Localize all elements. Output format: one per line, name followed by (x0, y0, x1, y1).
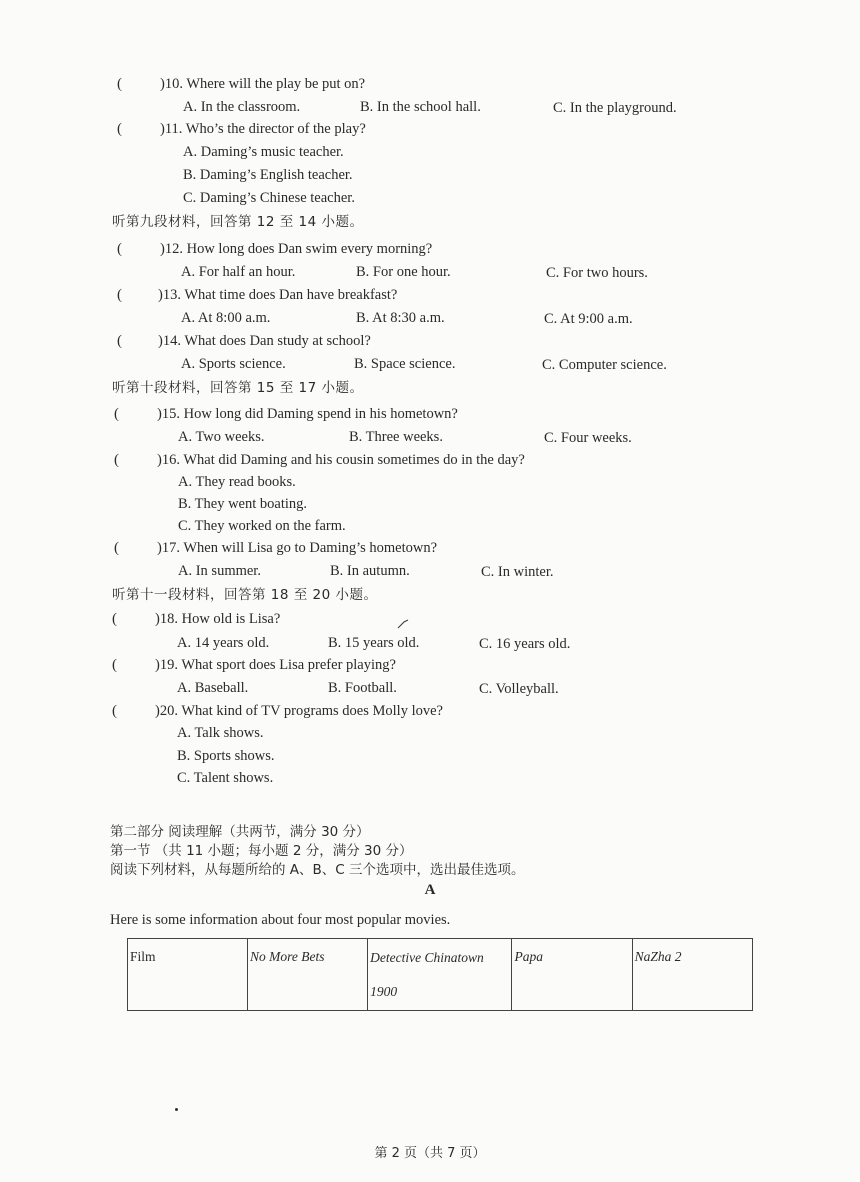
q20-option-b: B. Sports shows. (177, 748, 275, 764)
answer-paren: ( (117, 287, 122, 303)
question-16: )16. What did Daming and his cousin sometimes do in the day? (157, 452, 525, 468)
q15-option-c: C. Four weeks. (544, 430, 632, 446)
question-17: )17. When will Lisa go to Daming’s hometown? (157, 540, 438, 556)
stray-dot (175, 1108, 178, 1111)
question-19: )19. What sport does Lisa prefer playing? (155, 657, 396, 673)
answer-paren: ( (114, 406, 119, 422)
passage-intro: Here is some information about four most popular movies. (110, 912, 451, 928)
answer-paren: ( (112, 703, 117, 719)
question-18: )18. How old is Lisa? (155, 611, 281, 627)
q19-option-a: A. Baseball. (177, 680, 249, 696)
q20-option-c: C. Talent shows. (177, 770, 274, 786)
q18-option-a: A. 14 years old. (177, 635, 270, 651)
q17-option-a: A. In summer. (178, 563, 261, 579)
section-title: 第一节 （共 11 小题；每小题 2 分，满分 30 分） (110, 843, 413, 859)
q20-option-a: A. Talk shows. (177, 725, 264, 741)
q18-option-b: B. 15 years old. (328, 635, 420, 651)
q11-option-a: A. Daming’s music teacher. (183, 144, 344, 160)
q15-option-a: A. Two weeks. (178, 429, 265, 445)
answer-paren: ( (117, 241, 122, 257)
q10-option-b: B. In the school hall. (360, 99, 481, 115)
answer-paren: ( (112, 611, 117, 627)
q15-option-b: B. Three weeks. (349, 429, 443, 445)
question-20: )20. What kind of TV programs does Molly love? (155, 703, 443, 719)
answer-paren: ( (114, 540, 119, 556)
q19-option-b: B. Football. (328, 680, 397, 696)
answer-paren: ( (112, 657, 117, 673)
movie-table (127, 938, 753, 1011)
pen-mark-icon (396, 618, 410, 630)
q12-option-a: A. For half an hour. (181, 264, 296, 280)
part-title: 第二部分 阅读理解（共两节，满分 30 分） (110, 824, 370, 840)
q10-option-a: A. In the classroom. (183, 99, 301, 115)
film-cell: Papa (512, 939, 632, 1011)
q13-option-a: A. At 8:00 a.m. (181, 310, 271, 326)
q16-option-c: C. They worked on the farm. (178, 518, 346, 534)
q19-option-c: C. Volleyball. (479, 681, 559, 697)
q12-option-c: C. For two hours. (546, 265, 648, 281)
film-cell: Detective Chinatown 1900 (368, 939, 512, 1011)
answer-paren: ( (114, 452, 119, 468)
q11-option-c: C. Daming’s Chinese teacher. (183, 190, 355, 206)
table-header-film: Film (128, 939, 248, 1011)
q18-option-c: C. 16 years old. (479, 636, 571, 652)
q17-option-b: B. In autumn. (330, 563, 410, 579)
question-11: )11. Who’s the director of the play? (160, 121, 366, 137)
section-header-9: 听第九段材料，回答第 12 至 14 小题。 (112, 214, 364, 230)
q13-option-b: B. At 8:30 a.m. (356, 310, 445, 326)
q14-option-b: B. Space science. (354, 356, 456, 372)
question-14: )14. What does Dan study at school? (158, 333, 371, 349)
q14-option-c: C. Computer science. (542, 357, 667, 373)
instruction: 阅读下列材料，从每题所给的 A、B、C 三个选项中，选出最佳选项。 (110, 862, 525, 878)
q14-option-a: A. Sports science. (181, 356, 286, 372)
passage-label: A (424, 882, 436, 898)
question-13: )13. What time does Dan have breakfast? (158, 287, 398, 303)
question-10: )10. Where will the play be put on? (160, 76, 366, 92)
page-footer: 第 2 页（共 7 页） (374, 1146, 486, 1161)
q11-option-b: B. Daming’s English teacher. (183, 167, 353, 183)
q17-option-c: C. In winter. (481, 564, 554, 580)
answer-paren: ( (117, 76, 122, 92)
section-header-11: 听第十一段材料，回答第 18 至 20 小题。 (112, 587, 378, 603)
question-12: )12. How long does Dan swim every morning? (160, 241, 433, 257)
q10-option-c: C. In the playground. (553, 100, 677, 116)
q16-option-b: B. They went boating. (178, 496, 308, 512)
answer-paren: ( (117, 121, 122, 137)
q13-option-c: C. At 9:00 a.m. (544, 311, 633, 327)
question-15: )15. How long did Daming spend in his hometown? (157, 406, 458, 422)
answer-paren: ( (117, 333, 122, 349)
section-header-10: 听第十段材料，回答第 15 至 17 小题。 (112, 380, 364, 396)
film-cell: No More Bets (248, 939, 368, 1011)
q12-option-b: B. For one hour. (356, 264, 451, 280)
q16-option-a: A. They read books. (178, 474, 296, 490)
film-cell: NaZha 2 (632, 939, 752, 1011)
